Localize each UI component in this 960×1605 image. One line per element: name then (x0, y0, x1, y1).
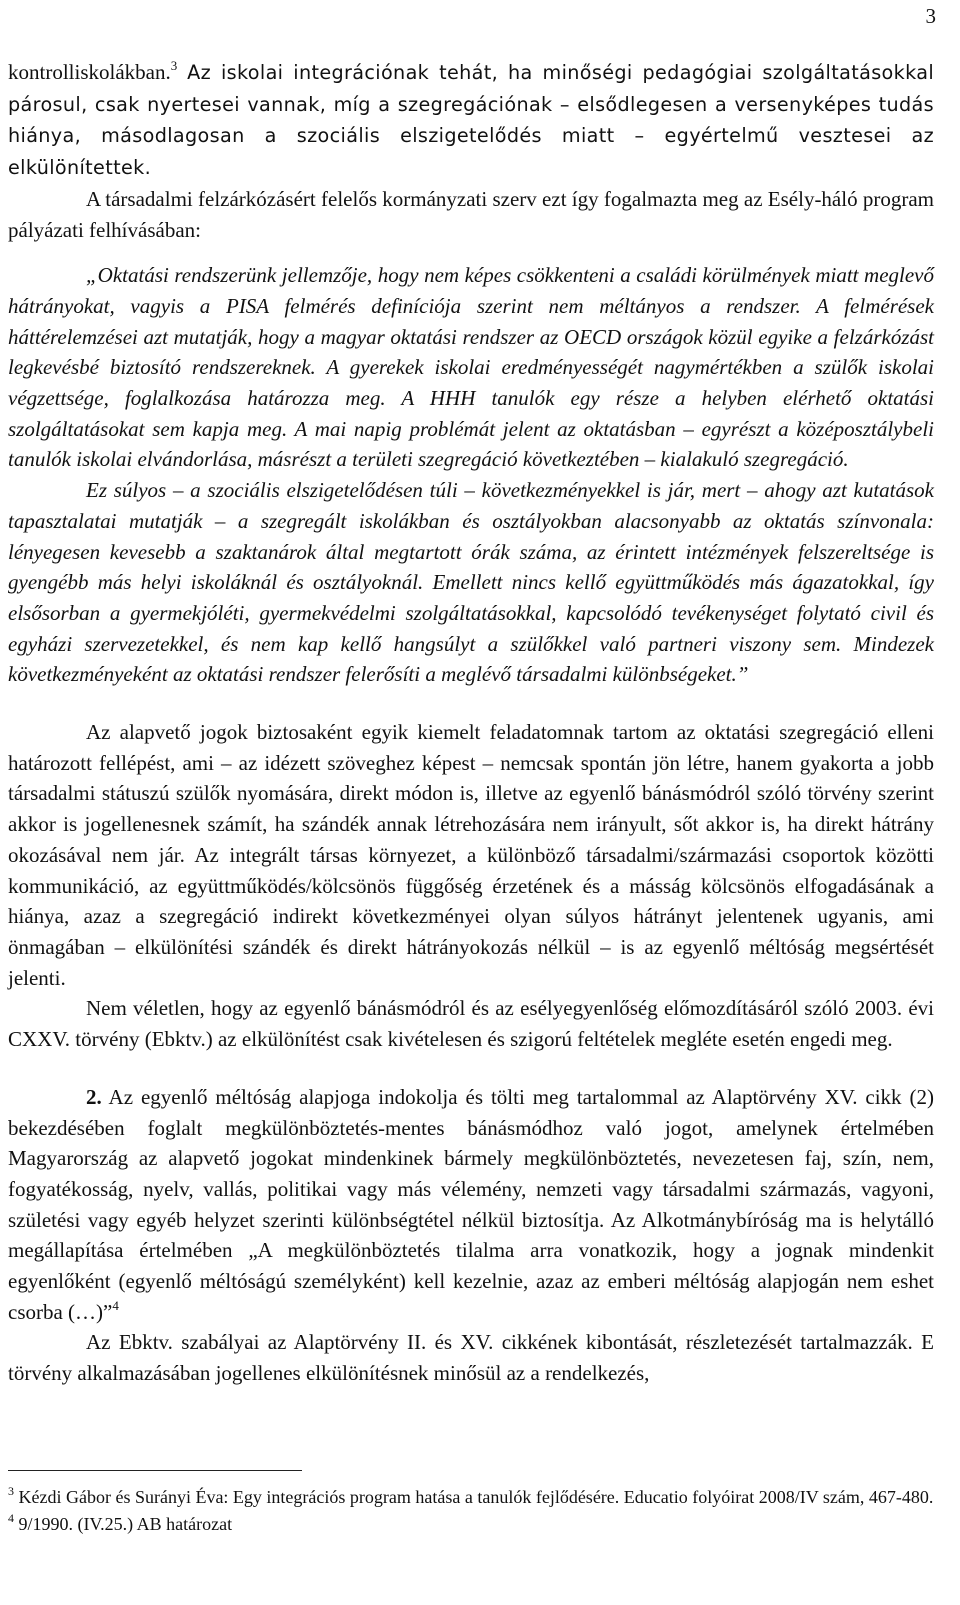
quote-paragraph-2: Ez súlyos – a szociális elszigetelődésen túli – következményekkel is jár, mert – ahogy azt kutatások tapasztalatai mutatják – a szegregált iskolákban és osztályokban alacsonyabb az oktatás színvonala: lényegesen kevesebb a szaktanárok által megtartott órák száma, az érintett intézmények felszereltsége is gyengébb más helyi iskoláknál és osztályoknál. Emellett nincs kellő együttműködés más ágazatokkal, így elsősorban a gyermekjóléti, gyermekvédelmi szolgáltatásokkal, kapcsolódó tevékenységet folytató civil és egyházi szervezetekkel, és nem kap kellő hangsúlyt a szülőkkel való partneri viszony sem. Mindezek következményeként az oktatási rendszer felerősíti a meglévő társadalmi különbségeket.” (8, 478, 934, 687)
footnote-text: Kézdi Gábor és Surányi Éva: Egy integrációs program hatása a tanulók fejlődésére. Educatio folyóirat 2008/IV szám, 467-480. (14, 1487, 934, 1507)
page-number: 3 (925, 4, 936, 28)
paragraph-5-text: Az egyenlő méltóság alapjoga indokolja és tölti meg tartalommal az Alaptörvény XV. cikk (2) bekezdésében foglalt megkülönböztetés-mentes bánásmódhoz való jogot, amelynek értelmében Magyarország az alapvető jogokat mindenkinek bármely megkülönböztetés, nevezetesen faj, szín, nem, fogyatékosság, nyelv, vallás, politikai vagy más vélemény, nemzeti vagy társadalmi származás, vagyoni, születési vagy egyéb helyzet szerinti különbségtétel nélkül biztosítja. Az Alkotmánybíróság ma is helytálló megállapítása értelmében „A megkülönböztetés tilalma arra vonatkozik, hogy a jognak mindenkit egyenlőként (egyenlő méltóságú személyként) kell kezelnie, azaz az emberi méltóság alapjogán nem eshet csorba (…)” (8, 1084, 934, 1324)
paragraph-5 (8, 1082, 934, 1328)
footnote-mark: 3 (8, 1484, 14, 1498)
paragraph-1-text-a: kontrolliskolákban. (8, 60, 171, 84)
paragraph-4: Nem véletlen, hogy az egyenlő bánásmódról és az esélyegyenlőség előmozdításáról szóló 2003. évi CXXV. törvény (Ebktv.) az elkülönítést csak kivételesen és szigorú feltételek megléte esetén engedi meg. (8, 996, 934, 1052)
document-body (8, 57, 934, 1389)
footnotes (8, 1470, 934, 1537)
footnote-separator (8, 1470, 302, 1471)
paragraph-3: Az alapvető jogok biztosaként egyik kiemelt feladatomnak tartom az oktatási szegregáció elleni határozott fellépést, ami – az idézett szöveghez képest – nemcsak spontán jön létre, hanem gyakorta a jobb társadalmi státuszú szülők nyomására, direkt módon is, illetve az egyenlő bánásmódról szóló törvény szerint akkor is jogellenesnek számít, ha szándék annak létrehozására nem irányult, sőt akkor is, ha direkt hátrány okozásával nem jár. Az integrált társas környezet, a különböző társadalmi/származási csoportok közötti kommunikáció, az együttműködés/kölcsönös függőség érzetének és a másság kölcsönös elfogadásának a hiánya, azaz a szegregáció indirekt következményei olyan súlyos hátrányt jelentenek ugyanis, ami önmagában – elkülönítési szándék és direkt hátrányokozás nélkül – is az egyenlő méltóság megsértését jelenti. (8, 720, 934, 990)
footnote-ref-3[interactable]: 3 (170, 58, 178, 73)
footnote-ref-4[interactable]: 4 (112, 1297, 119, 1313)
footnote-text: 9/1990. (IV.25.) AB határozat (14, 1513, 233, 1534)
footnote-3 (8, 1484, 934, 1511)
paragraph-1-text-b: Az iskolai integrációnak tehát, ha minőségi pedagógiai szolgáltatásokkal párosul, csak nyertesei vannak, míg a szegregációnak – elsődlegesen a versenyképes tudás hiánya, másodlagosan a szociális elszigetelődés miatt – egyértelmű vesztesei az elkülönítettek. (8, 61, 934, 180)
footnote-mark: 4 (8, 1510, 14, 1525)
paragraph-2: A társadalmi felzárkózásért felelős kormányzati szerv ezt így fogalmazta meg az Esély-háló program pályázati felhívásában: (8, 186, 934, 242)
footnote-4 (8, 1511, 934, 1538)
quote-paragraph-1: „Oktatási rendszerünk jellemzője, hogy nem képes csökkenteni a családi körülmények miatt meglevő hátrányokat, vagyis a PISA felmérés definíciója szerint nem méltányos a rendszer. A felmérések háttérelemzései azt mutatják, hogy a magyar oktatási rendszer az OECD országok közül egyike a felzárkózást legkevésbé biztosító rendszereknek. A gyerekek iskolai eredményességét nagymértékben a szülők iskolai végzettsége, foglalkozása határozza meg. A HHH tanulók egy része a helyben elérhető oktatási szolgáltatásokat sem kapja meg. A mai napig problémát jelent az oktatásban – egyrészt a középosztálybeli tanulók iskolai elvándorlása, másrészt a területi szegregáció következtében – kialakuló szegregáció. (8, 263, 934, 472)
section-number: 2. (86, 1084, 102, 1109)
paragraph-6: Az Ebktv. szabályai az Alaptörvény II. és XV. cikkének kibontását, részletezését tartalmazzák. E törvény alkalmazásában jogellenes elkülönítésnek minősül az a rendelkezés, (8, 1330, 934, 1386)
paragraph-1 (8, 57, 934, 184)
